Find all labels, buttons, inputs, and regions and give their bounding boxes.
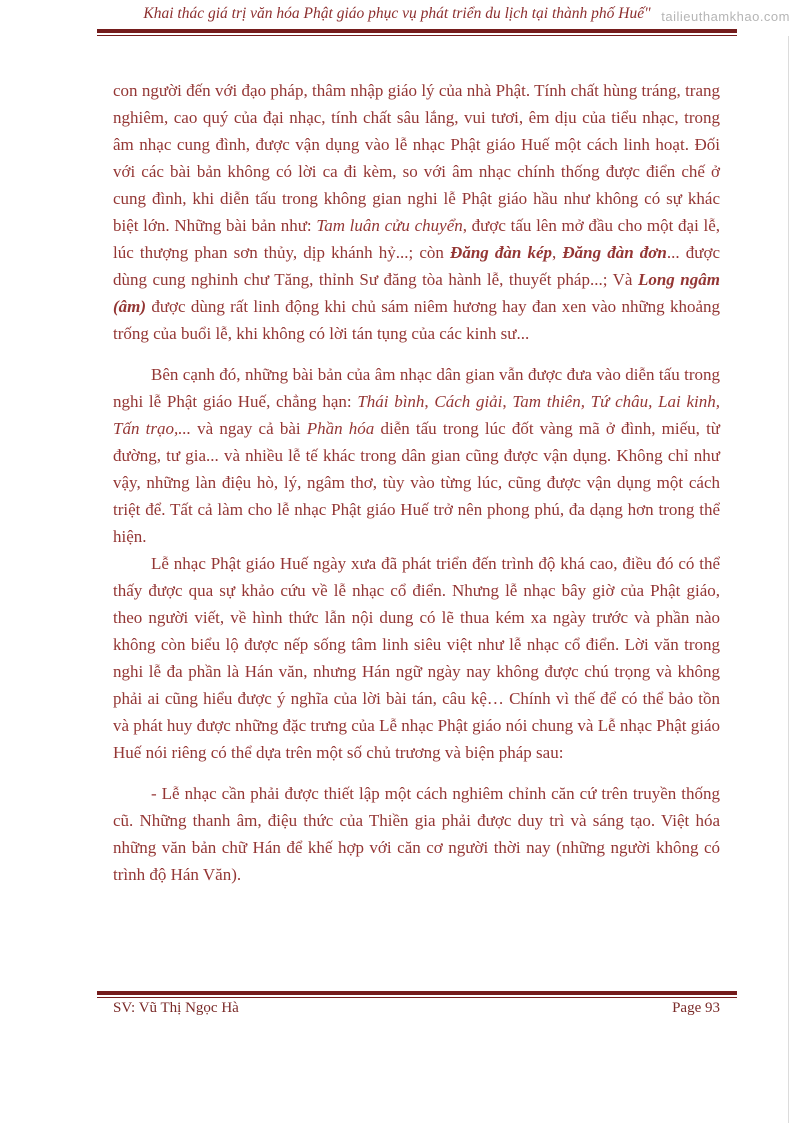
text-run: Tam luân cửu chuyển bbox=[316, 216, 463, 235]
text-run: ... được dùng cung nghinh chư Tăng, thỉnh Sư đăng tòa hành lễ, thuyết pháp...; Và bbox=[113, 243, 721, 289]
text-run: Cách giải bbox=[434, 392, 503, 411]
text-run: Đăng đàn đơn bbox=[562, 243, 667, 262]
text-run: và ngay cả bài bbox=[190, 419, 307, 438]
text-run: Bên cạnh đó, những bài bản của âm nhạc dân gian vẫn được đưa vào diễn tấu trong nghi lễ Phật giáo Huế, chẳng hạn: bbox=[113, 365, 720, 411]
text-run: Đăng đàn kép bbox=[450, 243, 553, 262]
text-run: Lễ nhạc Phật giáo Huế ngày xưa đã phát triển đến trình độ khá cao, điều đó có thể thấy được qua sự khảo cứu về lễ nhạc cổ điển. Nhưng lễ nhạc bây giờ của Phật giáo, theo người viết, về hình thức lẫn nội dung có lẽ thua kém xa ngày trước và phần nào không còn biểu lộ được nếp sống tâm linh siêu việt như lễ nhạc cổ điển. Lời văn trong nghi lễ đa phần là Hán văn, nhưng Hán ngữ ngày nay không được chú trọng và không phải ai cũng hiểu được ý nghĩa của lời bài tán, câu kệ… Chính vì thế để có thể bảo tồn và phát huy được những đặc trưng của Lễ nhạc Phật giáo nói chung và Lễ nhạc Phật giáo Huế nói riêng có thể dựa trên một số chủ trương và biện pháp sau: bbox=[113, 554, 720, 762]
header-title: Khai thác giá trị văn hóa Phật giáo phục vụ phát triển du lịch tại thành phố Huế" bbox=[143, 5, 651, 22]
paragraph bbox=[113, 361, 720, 550]
text-run: được dùng rất linh động khi chủ sám niêm hương hay đan xen vào những khoảng trống của buổi lễ, khi không có lời tán tụng của các kinh sư... bbox=[113, 297, 720, 343]
header-rule bbox=[97, 29, 737, 36]
text-run: - Lễ nhạc cần phải được thiết lập một cách nghiêm chỉnh căn cứ trên truyền thống cũ. Những thanh âm, điệu thức của Thiền gia phải được duy trì và sáng tạo. Việt hóa những văn bản chữ Hán để khế hợp với căn cơ người thời nay (những người không có trình độ Hán Văn). bbox=[113, 784, 720, 884]
text-run: Phần hóa bbox=[306, 419, 375, 438]
page-header bbox=[60, 5, 734, 23]
page-edge-line bbox=[788, 36, 789, 1123]
text-run: Long ngâm (âm) bbox=[113, 270, 720, 316]
document-body bbox=[113, 77, 720, 888]
text-run: , được tấu lên mở đầu cho một đại lễ, lúc thượng phan sơn thủy, dịp khánh hỷ...; còn bbox=[113, 216, 721, 262]
text-run: , bbox=[502, 392, 513, 411]
paragraph bbox=[113, 77, 720, 347]
watermark-text: tailieuthamkhao.com bbox=[657, 9, 790, 24]
paragraph bbox=[113, 780, 720, 888]
text-run: diễn tấu trong lúc đốt vàng mã ở đình, miếu, từ đường, tư gia... và nhiều lễ tế khác trong dân gian cũng được vận dụng. Không chỉ như vậy, những làn điệu hò, lý, ngâm thơ, tùy vào từng lúc, cũng được vận dụng một cách triệt để. Tất cả làm cho lễ nhạc Phật giáo Huế trở nên phong phú, đa dạng hơn trong thể hiện. bbox=[113, 419, 721, 546]
page-footer bbox=[113, 1000, 720, 1017]
footer-rule bbox=[97, 991, 737, 998]
footer-author: SV: Vũ Thị Ngọc Hà bbox=[113, 1000, 239, 1016]
text-run: Thái bình bbox=[357, 392, 425, 411]
text-run: , bbox=[552, 243, 563, 262]
text-run: con người đến với đạo pháp, thâm nhập giáo lý của nhà Phật. Tính chất hùng tráng, trang nghiêm, cao quý của đại nhạc, tính chất sâu lắng, vui tươi, êm dịu của tiểu nhạc, trong âm nhạc cung đình, được vận dụng vào lễ nhạc Phật giáo Huế một cách linh hoạt. Đối với các bài bản không có lời ca đi kèm, so với âm nhạc chính thống được điển chế ở cung đình, khi diễn tấu trong không gian nghi lễ Phật giáo hầu như không có sự khác biệt lớn. Những bài bản như: bbox=[113, 81, 720, 235]
paragraph bbox=[113, 550, 720, 766]
text-run: Tam thiên, Tứ châu, Lai kinh, Tấn trạo,... bbox=[113, 392, 720, 438]
footer-page-number: Page 93 bbox=[672, 1000, 720, 1016]
text-run: , bbox=[424, 392, 435, 411]
